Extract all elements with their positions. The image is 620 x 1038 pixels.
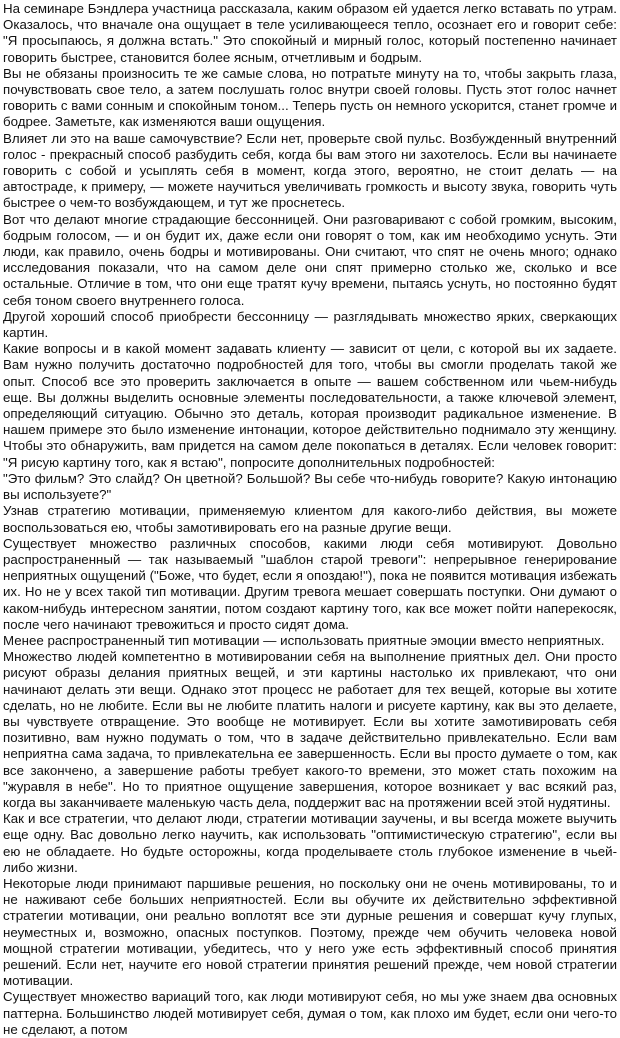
paragraph: На семинаре Бэндлера участница рассказала, каким образом ей удается легко вставать по утрам. Оказалось, что вначале она ощущает в теле усиливающееся тепло, осознает его и говорит себе: "Я просыпаюсь, я должна встать." Это спокойный и мирный голос, который постепенно начинает говорить быстрее, становится более ясным, отчетливым и бодрым. xyxy=(3,1,617,65)
paragraph: Узнав стратегию мотивации, применяемую клиентом для какого-либо действия, вы можете воспользоваться ею, чтобы замотивировать его на разные другие вещи. xyxy=(3,503,617,535)
paragraph: Влияет ли это на ваше самочувствие? Если нет, проверьте свой пульс. Возбужденный внутренний голос - прекрасный способ разбудить себя, когда бы вам этого ни захотелось. Если вы начинаете говорить с собой и усыплять себя в момент, когда этого, вероятно, не стоит делать — на автостраде, к примеру, — можете научиться увеличивать громкость и высоту звука, говорить чуть быстрее о чем-то возбуждающем, и тут же проснетесь. xyxy=(3,130,617,211)
paragraph: Другой хороший способ приобрести бессонницу — разглядывать множество ярких, сверкающих картин. xyxy=(3,308,617,341)
paragraph: Некоторые люди принимают паршивые решения, но поскольку они не очень мотивированы, то и не наживают себе больших неприятностей. Если вы обучите их действительно эффективной стратегии мотивации, они реально воплотят все эти дурные решения и совершат кучу глупых, неуместных и, возможно, опасных поступков. Поэтому, прежде чем обучить человека новой мощной стратегии мотивации, убедитесь, что у него уже есть эффективный способ принятия решений. Если нет, научите его новой стратегии принятия решений прежде, чем новой стратегии мотивации. xyxy=(3,875,617,989)
paragraph: Множество людей компетентно в мотивировании себя на выполнение приятных дел. Они просто рисуют образы делания приятных вещей, и эти картины настолько их привлекают, что они начинают делать эти вещи. Однако этот процесс не работает для тех вещей, которые вы хотите сделать, но не любите. Если вы не любите платить налоги и рисуете картину, как вы это делаете, вы чувствуете отвращение. Это вообще не мотивирует. Если вы хотите замотивировать себя позитивно, вам нужно подумать о том, что в задаче действительно привлекательно. Если вам неприятна сама задача, то привлекательна ее завершенность. Если вы просто думаете о том, как все закончено, а завершение работы требует какого-то времени, это может стать похожим на "журавля в небе". Но то приятное ощущение завершения, которое возникает у вас всякий раз, когда вы заканчиваете маленькую часть дела, поддержит вас на протяжении всей этой нудятины. xyxy=(3,649,617,810)
paragraph: Как и все стратегии, что делают люди, стратегии мотивации заучены, и вы всегда можете выучить еще одну. Вас довольно легко научить, как использовать "оптимистическую стратегию", если вы ею не обладаете. Но будьте осторожны, когда проделываете столь глубокое изменение в чьей-либо жизни. xyxy=(3,811,617,875)
paragraph: Вы не обязаны произносить те же самые слова, но потратьте минуту на то, чтобы закрыть глаза, почувствовать свое тело, а затем послушать голос внутри своей головы. Пусть этот голос начнет говорить с вами сонным и спокойным тоном... Теперь пусть он немного ускорится, станет громче и бодрее. Заметьте, как изменяются ваши ощущения. xyxy=(3,65,617,130)
paragraph-quote: "Это фильм? Это слайд? Он цветной? Большой? Вы себе что-нибудь говорите? Какую интонацию вы используете?" xyxy=(3,470,617,503)
paragraph: Какие вопросы и в какой момент задавать клиенту — зависит от цели, с которой вы их задаете. Вам нужно получить достаточно подробностей для того, чтобы вы смогли проделать такой же опыт. Способ все это проверить заключается в опыте — вашем собственном или чьем-нибудь еще. Вы должны выделить основные элементы последовательности, а также ключевой элемент, определяющий ситуацию. Обычно это деталь, которая производит радикальное изменение. В нашем примере это было изменение интонации, которое действительно поднимало эту женщину. Чтобы это обнаружить, вам придется на самом деле покопаться в деталях. Если человек говорит: "Я рисую картину того, как я встаю", попросите дополнительных подробностей: xyxy=(3,341,617,470)
paragraph: Существует множество различных способов, какими люди себя мотивируют. Довольно распространенный — так называемый "шаблон старой тревоги": непрерывное генерирование неприятных ощущений ("Боже, что будет, если я опоздаю!"), пока не появится мотивация избежать их. Но не у всех такой тип мотивации. Другим тревога мешает совершать поступки. Они думают о каком-нибудь интересном занятии, потом создают картину того, как все может пойти наперекосяк, после чего начинают тревожиться и просто сидят дома. xyxy=(3,535,617,632)
document-page xyxy=(3,1,617,1037)
paragraph: Существует множество вариаций того, как люди мотивируют себя, но мы уже знаем два основных паттерна. Большинство людей мотивирует себя, думая о том, как плохо им будет, если они чего-то не сделают, а потом xyxy=(3,989,617,1037)
paragraph: Менее распространенный тип мотивации — использовать приятные эмоции вместо неприятных. xyxy=(3,632,605,648)
paragraph: Вот что делают многие страдающие бессонницей. Они разговаривают с собой громким, высоким, бодрым голосом, — и он будит их, даже если они говорят о том, как им необходимо уснуть. Эти люди, как правило, очень бодры и мотивированы. Они считают, что спят не очень много; однако исследования показали, что на самом деле они спят примерно столько же, сколько и все остальные. Отличие в том, что они еще тратят кучу времени, пытаясь уснуть, но постоянно будят себя тоном своего внутреннего голоса. xyxy=(3,211,617,308)
